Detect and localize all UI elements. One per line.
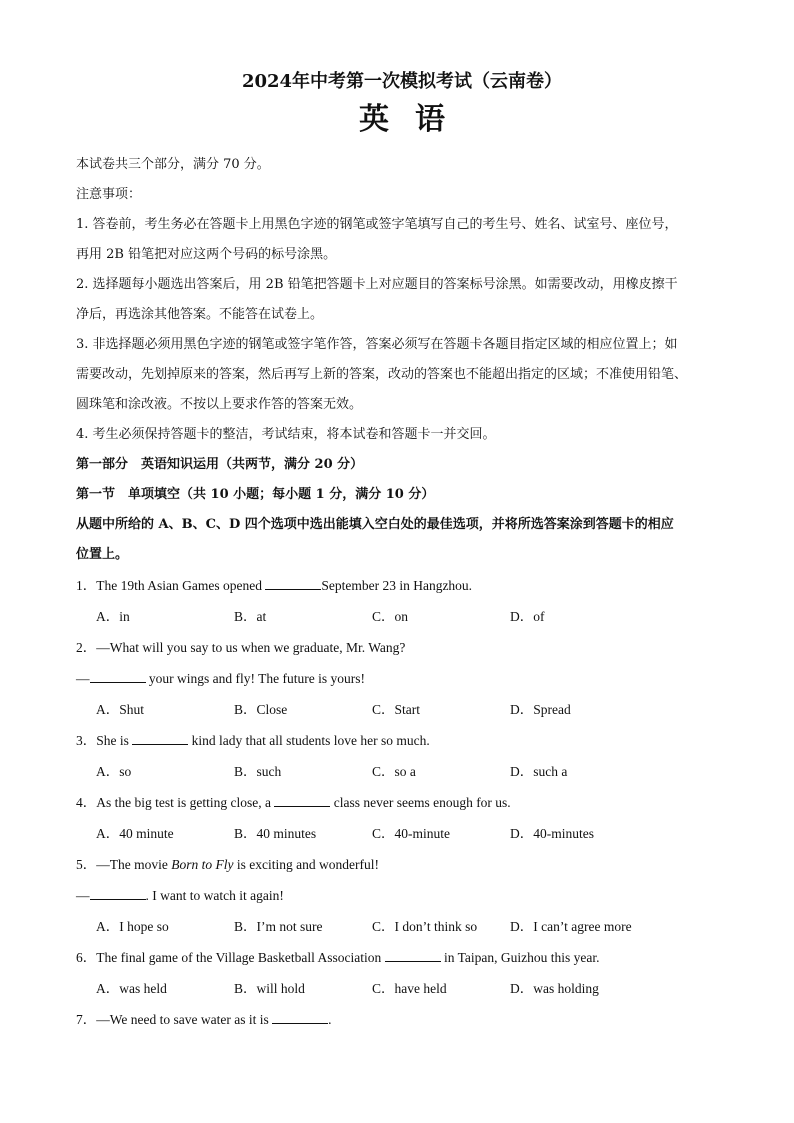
question-text: in Taipan, Guizhou this year. [440, 950, 600, 965]
option-b: B．I’m not sure [234, 919, 323, 934]
option-b: B．Close [234, 702, 288, 717]
option-a: A．I hope so [96, 919, 169, 934]
question-text: . I want to watch it again! [145, 888, 284, 903]
question-text: is exciting and wonderful! [233, 857, 379, 872]
option-b: B．will hold [234, 981, 305, 996]
question-6-options [76, 973, 728, 1004]
option-c: C．so a [372, 764, 416, 779]
answer-blank [265, 577, 321, 590]
option-c: C．I don’t think so [372, 919, 478, 934]
directions-line-2: 位置上。 [76, 547, 129, 562]
question-2-options [76, 694, 728, 725]
option-d: D．such a [510, 764, 568, 779]
question-7 [76, 1004, 728, 1035]
question-text: —The movie [96, 857, 172, 872]
section1-heading: 第一节 单项填空（共 10 小题；每小题 1 分，满分 10 分） [76, 487, 435, 502]
notice-line-3: 2. 选择题每小题选出答案后，用 2B 铅笔把答题卡上对应题目的答案标号涂黑。如需要改动，用橡皮擦干 [76, 277, 678, 292]
question-5-options [76, 911, 728, 942]
question-text: The final game of the Village Basketball Association [96, 950, 385, 965]
question-text: —What will you say to us when we graduate, Mr. Wang? [96, 640, 406, 655]
question-3 [76, 725, 728, 756]
question-number: 2． [76, 640, 97, 655]
answer-blank [90, 670, 146, 683]
question-5 [76, 849, 728, 880]
question-number: 3． [76, 733, 97, 748]
notice-line-6: 需要改动，先划掉原来的答案，然后再写上新的答案，改动的答案也不能超出指定的区域；不准使用铅笔、 [76, 367, 688, 382]
option-a: A．in [96, 609, 130, 624]
question-number: 1． [76, 578, 97, 593]
question-4-options [76, 818, 728, 849]
option-d: D．of [510, 609, 545, 624]
option-a: A．so [96, 764, 132, 779]
question-text: —We need to save water as it is [96, 1012, 273, 1027]
directions-line-1: 从题中所给的 A、B、C、D 四个选项中选出能填入空白处的最佳选项，并将所选答案涂到答题卡的相应 [76, 517, 674, 532]
option-a: A．Shut [96, 702, 145, 717]
dash: — [76, 888, 90, 903]
option-a: A．was held [96, 981, 167, 996]
option-c: C．40-minute [372, 826, 450, 841]
question-6 [76, 942, 728, 973]
question-2 [76, 632, 728, 663]
answer-blank [272, 1011, 328, 1024]
answer-blank [90, 887, 146, 900]
answer-blank [385, 949, 441, 962]
option-d: D．Spread [510, 702, 571, 717]
movie-title: Born to Fly [171, 857, 234, 872]
question-text: The 19th Asian Games opened [96, 578, 266, 593]
question-text: She is [96, 733, 133, 748]
question-text: kind lady that all students love her so much. [188, 733, 430, 748]
question-3-options [76, 756, 728, 787]
question-text: . [328, 1012, 332, 1027]
notice-line-1: 1. 答卷前，考生务必在答题卡上用黑色字迹的钢笔或签字笔填写自己的考生号、姓名、试室号、座位号， [76, 217, 678, 232]
notice-title: 注意事项： [76, 187, 142, 202]
notice-line-2: 再用 2B 铅笔把对应这两个号码的标号涂黑。 [76, 247, 337, 262]
question-number: 5． [76, 857, 97, 872]
option-d: D．40-minutes [510, 826, 594, 841]
question-2-reply [76, 663, 728, 694]
question-1 [76, 570, 728, 601]
question-1-options [76, 601, 728, 632]
subject-title: 英语 [359, 102, 471, 137]
notice-line-7: 圆珠笔和涂改液。不按以上要求作答的答案无效。 [76, 397, 363, 412]
question-number: 7． [76, 1012, 97, 1027]
intro-text: 本试卷共三个部分，满分 70 分。 [76, 157, 270, 172]
option-c: C．on [372, 609, 409, 624]
answer-blank [274, 794, 330, 807]
question-text: September 23 in Hangzhou. [321, 578, 473, 593]
option-b: B．such [234, 764, 282, 779]
question-number: 6． [76, 950, 97, 965]
question-5-reply [76, 880, 728, 911]
question-4 [76, 787, 728, 818]
dash: — [76, 671, 90, 686]
option-c: C．have held [372, 981, 447, 996]
notice-line-5: 3. 非选择题必须用黑色字迹的钢笔或签字笔作答，答案必须写在答题卡各题目指定区域的相应位置上；如 [76, 337, 678, 352]
part1-heading: 第一部分 英语知识运用（共两节，满分 20 分） [76, 457, 364, 472]
answer-blank [132, 732, 188, 745]
option-d: D．I can’t agree more [510, 919, 632, 934]
question-text: class never seems enough for us. [330, 795, 511, 810]
option-b: B．40 minutes [234, 826, 317, 841]
question-text: As the big test is getting close, a [96, 795, 275, 810]
option-c: C．Start [372, 702, 421, 717]
option-b: B．at [234, 609, 267, 624]
notice-line-4: 净后，再选涂其他答案。不能答在试卷上。 [76, 307, 324, 322]
notice-line-8: 4. 考生必须保持答题卡的整洁，考试结束，将本试卷和答题卡一并交回。 [76, 427, 496, 442]
option-d: D．was holding [510, 981, 599, 996]
option-a: A．40 minute [96, 826, 174, 841]
question-number: 4． [76, 795, 97, 810]
question-text: your wings and fly! The future is yours! [145, 671, 365, 686]
exam-title: 2024年中考第一次模拟考试（云南卷） [241, 71, 563, 92]
